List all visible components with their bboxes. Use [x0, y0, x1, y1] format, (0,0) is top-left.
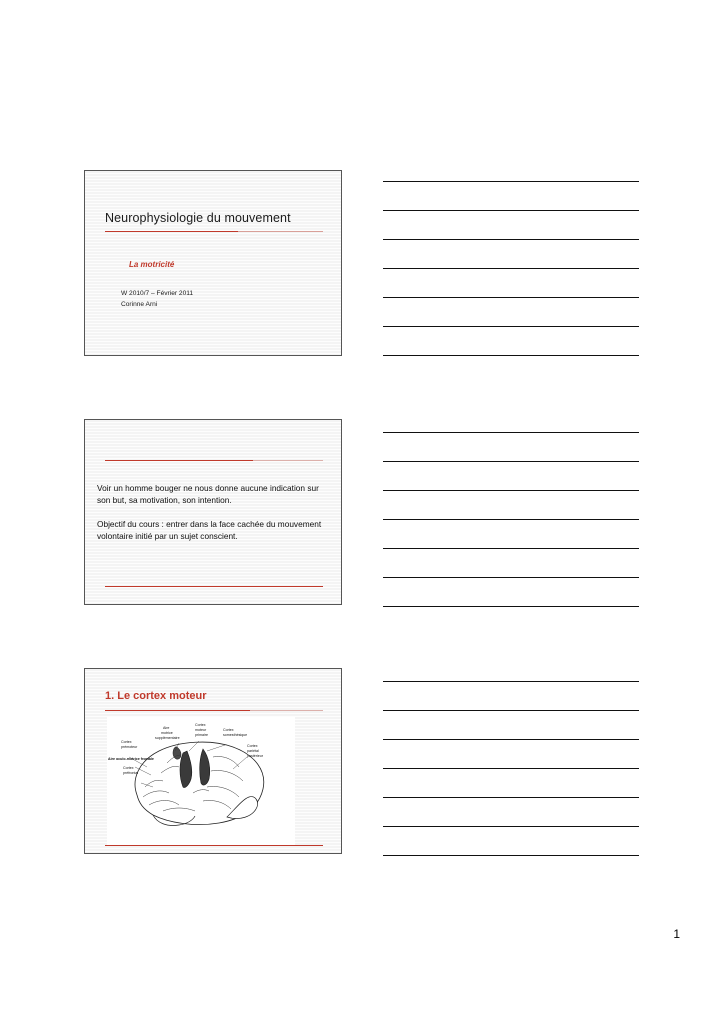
svg-text:postérieur: postérieur — [247, 754, 263, 758]
note-line — [383, 461, 639, 462]
page-number: 1 — [673, 927, 680, 941]
svg-text:Cortex: Cortex — [195, 723, 206, 727]
note-line — [383, 768, 639, 769]
slide-3-bottom-rule — [105, 845, 323, 846]
note-line — [383, 297, 639, 298]
svg-text:somesthésique: somesthésique — [223, 733, 248, 737]
note-line — [383, 710, 639, 711]
note-line — [383, 268, 639, 269]
svg-text:motrice: motrice — [161, 731, 173, 735]
note-line — [383, 739, 639, 740]
note-line — [383, 548, 639, 549]
slide-1-meta-line-2: Corinne Arni — [121, 301, 158, 308]
slide-3-title: 1. Le cortex moteur — [105, 690, 207, 702]
svg-text:pariétal: pariétal — [247, 749, 259, 753]
note-line — [383, 181, 639, 182]
brain-lateral-view-diagram — [107, 717, 295, 845]
slide-2-paragraph-1: Voir un homme bouger ne nous donne aucune indication sur son but, sa motivation, son intention. — [97, 483, 319, 506]
slide-3-canvas — [85, 669, 341, 853]
svg-text:Aire: Aire — [163, 726, 170, 730]
notes-block-1 — [383, 181, 639, 356]
slide-thumbnail-3 — [84, 668, 342, 854]
note-line — [383, 577, 639, 578]
svg-text:primaire: primaire — [195, 733, 208, 737]
svg-text:préfrontal: préfrontal — [123, 771, 139, 775]
svg-text:moteur: moteur — [195, 728, 207, 732]
slide-2-bottom-rule — [105, 586, 323, 587]
slide-2-canvas — [85, 420, 341, 604]
slide-1-title-rule-fade — [238, 231, 323, 232]
note-line — [383, 239, 639, 240]
note-line — [383, 797, 639, 798]
slide-2-body — [97, 482, 333, 554]
svg-text:Cortex: Cortex — [121, 740, 132, 744]
note-line — [383, 355, 639, 356]
svg-text:Cortex: Cortex — [223, 728, 234, 732]
slide-2-top-rule-fade — [253, 460, 323, 461]
svg-text:Cortex: Cortex — [123, 766, 134, 770]
slide-3-title-rule — [105, 710, 250, 711]
notes-block-3 — [383, 681, 639, 856]
slide-2-top-rule — [105, 460, 253, 461]
slide-1-meta — [121, 288, 193, 310]
note-line — [383, 326, 639, 327]
slide-1-title: Neurophysiologie du mouvement — [105, 211, 291, 225]
note-line — [383, 519, 639, 520]
svg-text:Aire oculo-motrice frontale: Aire oculo-motrice frontale — [108, 757, 154, 761]
svg-text:supplémentaire: supplémentaire — [155, 736, 180, 740]
svg-text:prémoteur: prémoteur — [121, 745, 138, 749]
slide-thumbnail-2 — [84, 419, 342, 605]
note-line — [383, 490, 639, 491]
note-line — [383, 432, 639, 433]
note-line — [383, 606, 639, 607]
slide-1-meta-line-1: W 2010/7 – Février 2011 — [121, 290, 194, 297]
slide-1-canvas — [85, 171, 341, 355]
note-line — [383, 681, 639, 682]
slide-thumbnail-1 — [84, 170, 342, 356]
note-line — [383, 826, 639, 827]
slide-2-paragraph-2: Objectif du cours : entrer dans la face cachée du mouvement volontaire initié par un sujet conscient. — [97, 518, 322, 542]
svg-text:Cortex: Cortex — [247, 744, 258, 748]
notes-block-2 — [383, 432, 639, 607]
slide-3-title-rule-fade — [250, 710, 323, 711]
note-line — [383, 855, 639, 856]
slide-1-subtitle: La motricité — [129, 260, 175, 269]
note-line — [383, 210, 639, 211]
